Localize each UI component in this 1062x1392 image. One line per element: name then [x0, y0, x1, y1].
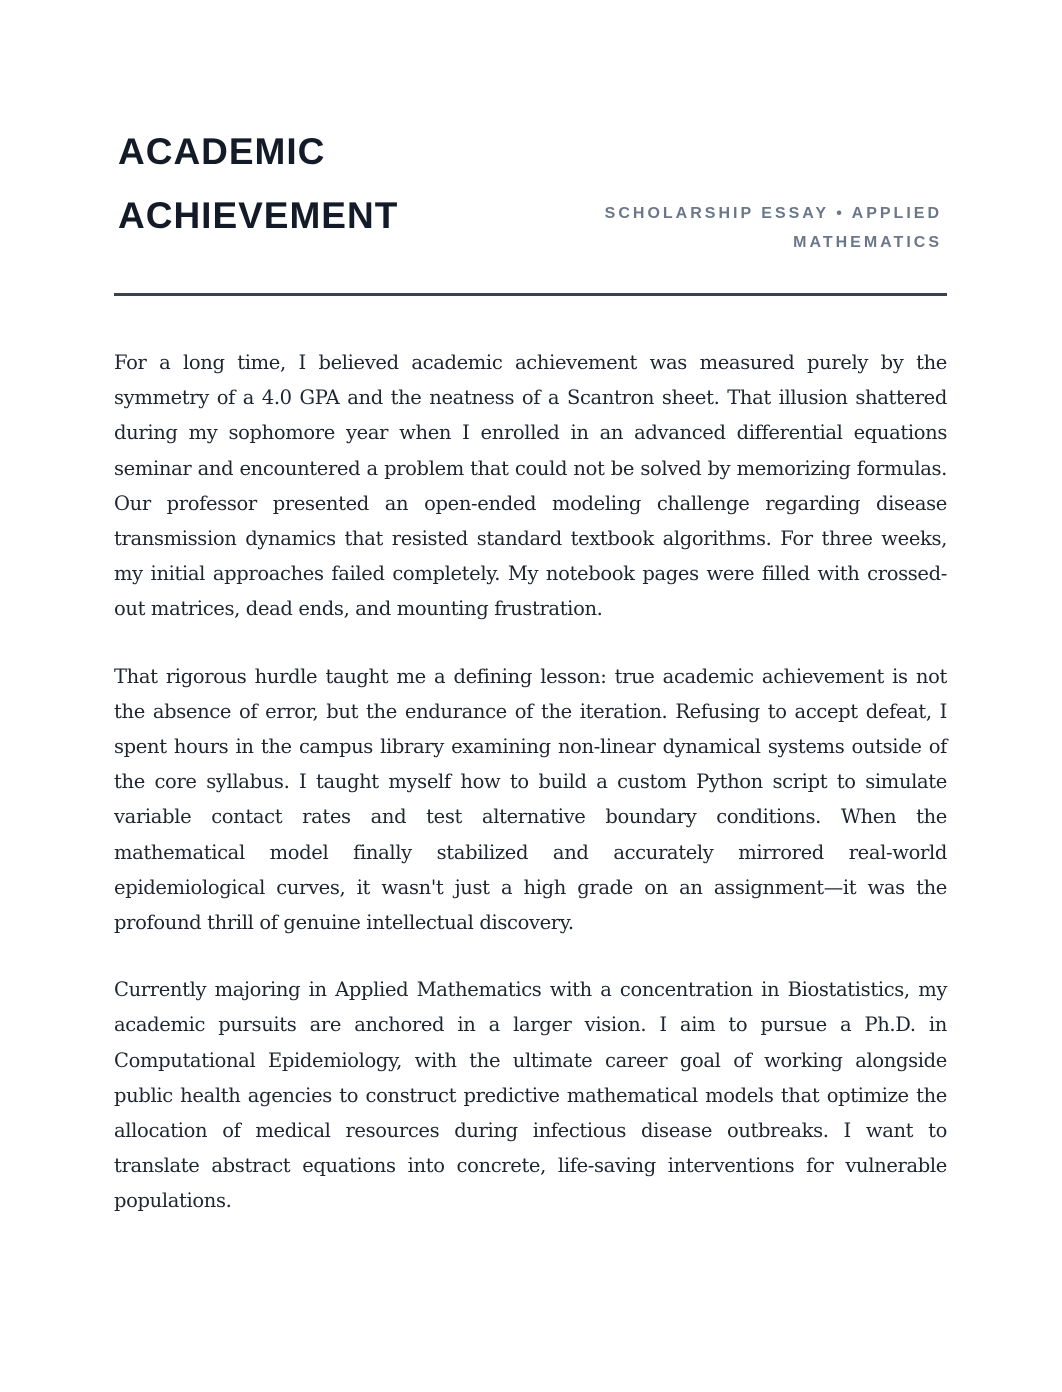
essay-paragraph-2: That rigorous hurdle taught me a defining lesson: true academic achievement is not the absence of error, but the endurance of the iteration. Refusing to accept defeat, I spent hours in the campus library examining non-linear dynamical systems outside of the core syllabus. I taught myself how to build a custom Python script to simulate variable contact rates and test alternative boundary conditions. When the mathematical model finally stabilized and accurately mirrored real-world epidemiological curves, it wasn't just a high grade on an assignment—it was the profound thrill of genuine intellectual discovery.: [114, 664, 947, 935]
essay-body: [114, 296, 947, 1219]
essay-header: [114, 0, 947, 296]
essay-paragraph-1: For a long time, I believed academic achievement was measured purely by the symmetry of a 4.0 GPA and the neatness of a Scantron sheet. That illusion shattered during my sophomore year when I enrolled in an advanced differential equations seminar and encountered a problem that could not be solved by memorizing formulas. Our professor presented an open-ended modeling challenge regarding disease transmission dynamics that resisted standard textbook algorithms. For three weeks, my initial approaches failed completely. My notebook pages were filled with crossed-out matrices, dead ends, and mounting frustration.: [114, 351, 947, 621]
essay-subtitle: SCHOLARSHIP ESSAY • APPLIED MATHEMATICS: [604, 205, 942, 251]
essay-page: [114, 0, 947, 1251]
essay-paragraph-3: Currently majoring in Applied Mathematics with a concentration in Biostatistics, my academic pursuits are anchored in a larger vision. I aim to pursue a Ph.D. in Computational Epidemiology, with the ultimate career goal of working alongside public health agencies to construct predictive mathematical models that optimize the allocation of medical resources during infectious disease outbreaks. I want to translate abstract equations into concrete, life-saving interventions for vulnerable populations.: [114, 978, 947, 1213]
essay-title: ACADEMIC ACHIEVEMENT: [118, 131, 399, 236]
